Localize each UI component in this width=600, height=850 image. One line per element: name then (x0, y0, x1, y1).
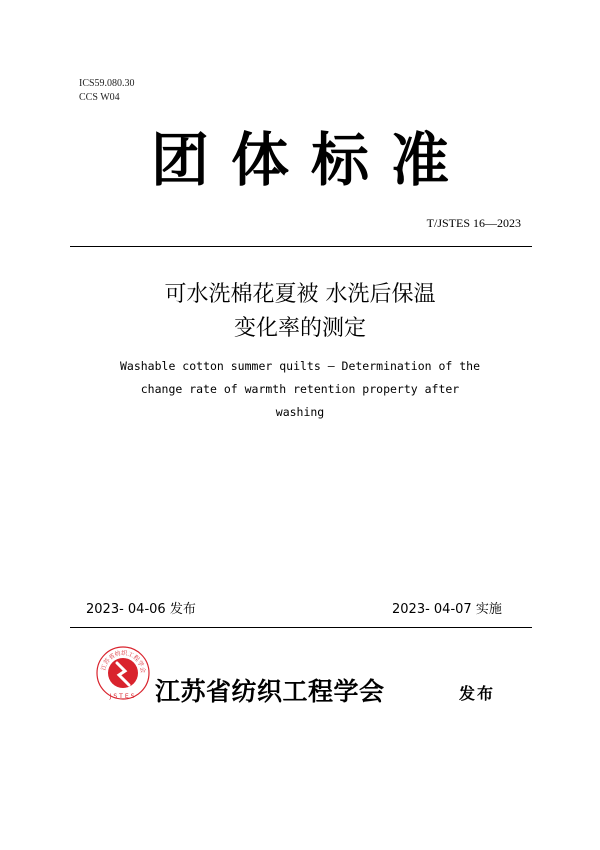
title-en-line-3: washing (275, 405, 325, 419)
bottom-divider (70, 627, 532, 628)
title-english (0, 355, 600, 424)
standard-type-heading: 团体标准 (150, 126, 471, 194)
title-cn-line-1: 可水洗棉花夏被 水洗后保温 (164, 282, 436, 307)
ics-code: ICS59.080.30 (79, 78, 135, 89)
standard-number: T/JSTES 16—2023 (426, 216, 521, 230)
publisher-name: 江苏省纺织工程学会 (155, 677, 385, 706)
issue-date: 2023- 04-06 发布 (86, 602, 196, 617)
top-divider (70, 246, 532, 247)
society-logo-icon (95, 645, 151, 701)
implementation-date: 2023- 04-07 实施 (392, 602, 502, 617)
title-en-line-1: Washable cotton summer quilts — Determination of the (119, 359, 481, 373)
svg-text:JSTES: JSTES (109, 693, 137, 700)
title-en-line-2: change rate of warmth retention property after (140, 382, 460, 396)
title-cn-line-2: 变化率的测定 (233, 316, 366, 341)
classification-codes (79, 77, 135, 105)
svg-text:江苏省纺织工程学会: 江苏省纺织工程学会 (100, 649, 147, 674)
ccs-code: CCS W04 (79, 92, 120, 103)
title-chinese (0, 278, 600, 346)
publisher-suffix: 发布 (459, 684, 496, 703)
